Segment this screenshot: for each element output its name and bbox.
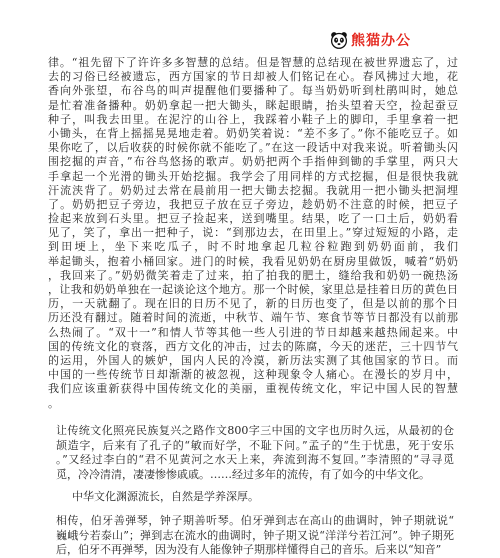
text-line: ，我回来了。”奶奶微笑着走了过来，拍了拍我的肥土，缝给我和奶奶一碗热汤 — [48, 268, 458, 282]
panda-icon — [330, 31, 348, 49]
section-subheading: 中华文化渊源流长，自然是学养深厚。 — [72, 490, 259, 503]
text-line: 到田埂上，坐下来吃瓜子，时不时地拿起几粒谷粒跑到奶奶面前，我们 — [48, 240, 458, 254]
watermark-logo — [330, 30, 411, 50]
text-line: 让传统文化照亮民族复兴之路作文800字三中国的文字也历时久远，从最初的仓 — [56, 424, 454, 437]
text-line: 捡起来放到石头里。把豆子捡起来，送到嘴里。结果，吃了一口土后，奶奶看 — [48, 212, 458, 226]
text-line: 。”又经过李白的“君不见黄河之水天上来，奔流到海不复回。”李清照的“寻寻觅 — [56, 453, 454, 466]
text-line: 颉造字，后来有了孔子的“敏而好学，不耻下问。”孟子的“生于忧患，死于安乐 — [56, 438, 454, 452]
text-line: 么热闹了。“双十一”和情人节等其他一些人引进的节日却越来越热闹起来。中 — [48, 325, 458, 339]
text-line: 相传，伯牙善弹琴，钟子期善听琴。伯牙弹到志在高山的曲调时，钟子期就说“ — [56, 514, 454, 527]
text-line: 的运用，外国人的嫉妒，国内人民的冷漠，新历法实测了其他国家的节日。而 — [48, 353, 458, 367]
essay-paragraph-1 — [48, 56, 458, 411]
text-line: 我们应该重新获得中国传统文化的美丽，重视传统文化，牢记中国人民的智慧 — [48, 382, 458, 396]
text-line: 国的传统文化的衰落，西方文化的冲击，过去的陈腐，今天的迷茫，三十四节气 — [48, 339, 458, 353]
text-line: 。 — [48, 396, 59, 410]
text-line: 小锄头，在背上摇摇晃晃地走着。奶奶笑着说：“差不多了。”你不能吃豆子。如 — [48, 126, 458, 140]
essay-paragraph-3 — [56, 514, 454, 558]
watermark-brand: 熊猫办公 — [351, 33, 411, 49]
text-line: ，让我和奶奶单独在一起谈论这个地方。那一个时候，家里总是挂着日历的黄色日 — [48, 283, 458, 296]
text-line: 手拿起一个光滑的锄头开始挖掘。我学会了用同样的方式挖掘，但是很快我就 — [48, 169, 458, 183]
text-line: 了。奶奶把豆子旁边，我把豆子放在豆子旁边，趁奶奶不注意的时候，把豆子 — [48, 197, 458, 211]
text-line: 去的习俗已经被遗忘，西方国家的节日却被人们铭记在心。春风拂过大地，花 — [48, 70, 458, 84]
text-line: 觅，冷冷清清，凄凄惨惨戚戚。……经过多年的流传，有了如今的中华文化。 — [56, 467, 430, 481]
text-line: 举起锄头，抱着小桶回家。进门的时候，我看见奶奶在厨房里做饭，喊着“奶奶 — [48, 254, 458, 268]
text-line: 围挖掘的声音，”布谷鸟悠扬的歌声。奶奶把两个手指伸到锄的手掌里，两只大 — [48, 155, 458, 169]
text-line: 律。“祖先留下了许许多多智慧的总结。但是智慧的总结现在被世界遗忘了，过 — [48, 56, 458, 69]
text-line: 汗流浃背了。奶奶过去常在晨前用一把大锄去挖掘。我就用一把小锄头把洞埋 — [48, 183, 458, 197]
text-line: 果你吃了，以后收获的时候你就不能吃了。”在这一段话中对我来说。听着锄头闪 — [48, 141, 458, 155]
text-line: 是忙着准备播种。奶奶拿起一把大锄头，眯起眼睛，抬头望着天空，捡起蚕豆 — [48, 98, 458, 112]
text-line: 见了，笑了，拿出一把种子，说：“到那边去，在田里上。”穿过短短的小路，走 — [48, 226, 458, 240]
text-line: 香向外张望，布谷鸟的叫声提醒他们要播种了。每当奶奶听到杜鹃叫时，她总 — [48, 84, 458, 98]
text-line: 历还没有翻过。随着时间的流逝，中秋节、端午节、寒食节等节日都没有以前那 — [48, 311, 458, 325]
text-line: 历，一天就翻了。现在旧的日历不见了，新的日历也变了，但是以前的那个日 — [48, 297, 458, 311]
text-line: 后，伯牙不再弹琴，因为没有人能像钟子期那样懂得自己的音乐。后来以“知音” — [56, 543, 442, 556]
text-line: 巍峨兮若泰山”；弹到志在流水的曲调时，钟子期又说“洋洋兮若江河”。钟子期死 — [56, 528, 454, 542]
text-line: 种子，叫我去田里。在泥泞的山谷上，我踩着小鞋子上的脚印，手里拿着一把 — [48, 112, 458, 126]
essay-paragraph-2 — [56, 424, 454, 482]
text-line: 中国的一些传统节日却渐渐的被忽视，这种现象令人痛心。在漫长的岁月中， — [48, 368, 458, 382]
